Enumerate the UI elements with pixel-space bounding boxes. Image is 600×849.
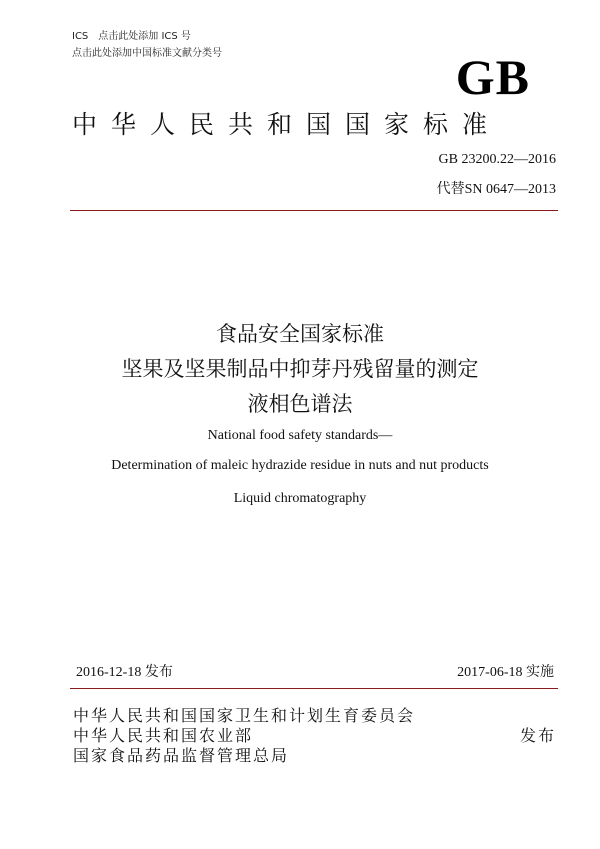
chinese-title-line-3: 液相色谱法: [247, 392, 353, 416]
english-title-line-2: Determination of maleic hydrazide residue in nuts and nut products: [111, 458, 489, 473]
issuer-moa: 中华人民共和国农业部: [73, 726, 254, 745]
national-standard-title: 中华人民共和国国家标准: [72, 110, 502, 139]
header-divider: [70, 210, 558, 211]
ics-number-placeholder[interactable]: ICS 点击此处添加 ICS 号: [72, 31, 191, 42]
footer-divider: [70, 688, 558, 689]
standard-number: GB 23200.22—2016: [438, 152, 556, 167]
english-title-line-3: Liquid chromatography: [233, 491, 367, 506]
issuer-nhfpc: 中华人民共和国国家卫生和计划生育委员会: [73, 706, 416, 725]
issuer-cfda: 国家食品药品监督管理总局: [73, 746, 290, 765]
chinese-title-line-2: 坚果及坚果制品中抑芽丹残留量的测定: [121, 357, 479, 381]
chinese-title-line-1: 食品安全国家标准: [216, 322, 384, 346]
ccs-number-placeholder[interactable]: 点击此处添加中国标准文献分类号: [72, 48, 222, 59]
implementation-date: 2017-06-18 实施: [457, 665, 554, 680]
gb-logo: GB: [455, 49, 530, 105]
replaced-standard: 代替SN 0647—2013: [436, 182, 556, 197]
publish-label: 发布: [519, 726, 556, 745]
english-title-line-1: National food safety standards—: [207, 428, 393, 443]
issue-date: 2016-12-18 发布: [76, 665, 173, 680]
